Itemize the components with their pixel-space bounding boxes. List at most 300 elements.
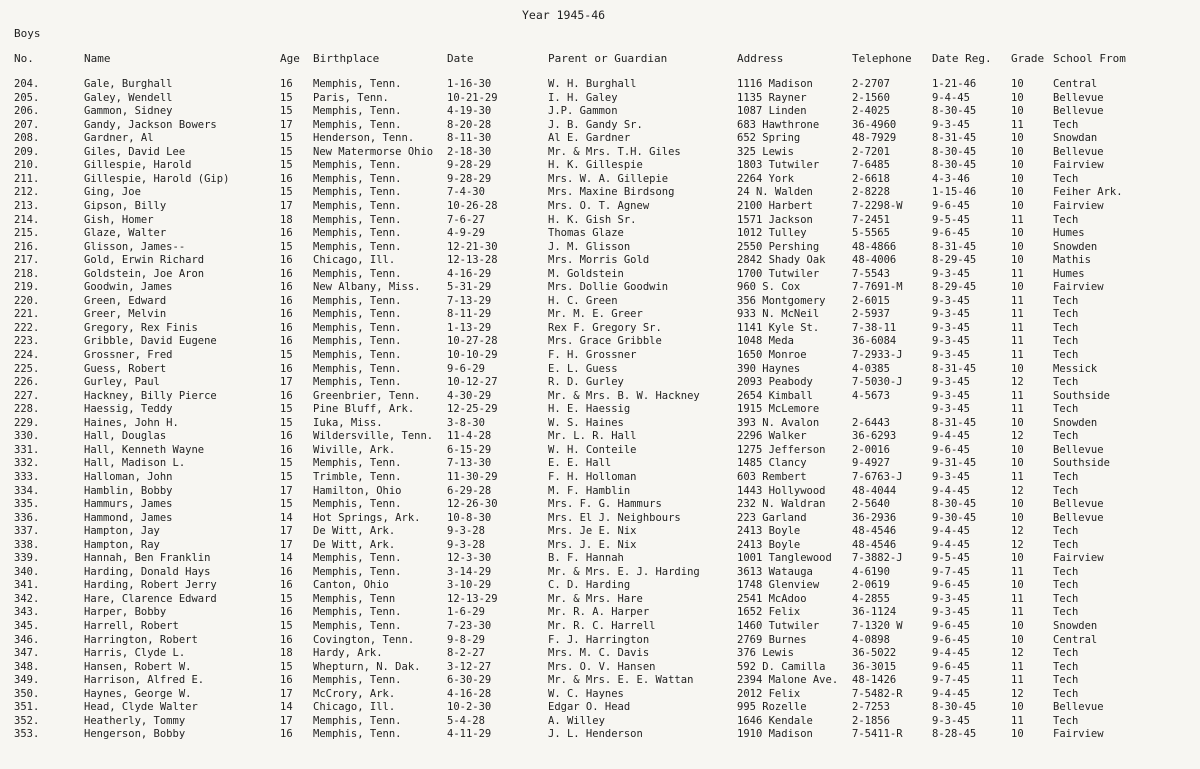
row-number: 342.	[14, 592, 40, 605]
student-age: 15	[280, 620, 293, 632]
telephone: 36-4960	[852, 118, 897, 131]
student-name: Head, Clyde Walter	[84, 701, 198, 714]
table-row	[0, 606, 1200, 620]
date-registered: 9-3-45	[932, 349, 970, 361]
address: 2093 Peabody	[737, 376, 813, 389]
grade: 11	[1011, 349, 1024, 361]
birth-date: 8-20-28	[447, 118, 492, 131]
date-registered: 9-5-45	[932, 552, 970, 565]
address: 24 N. Walden	[737, 186, 813, 199]
telephone: 7-2933-J	[852, 349, 903, 361]
row-number: 216.	[14, 240, 40, 253]
table-row	[0, 376, 1200, 390]
student-name: Giles, David Lee	[84, 145, 186, 158]
date-registered: 9-4-45	[932, 525, 970, 538]
table-row	[0, 78, 1200, 92]
telephone: 7-5411-R	[852, 728, 903, 741]
telephone: 48-4546	[852, 525, 897, 538]
birth-date: 11-4-28	[447, 430, 492, 443]
telephone: 2-7201	[852, 145, 890, 158]
date-registered: 9-6-45	[932, 633, 970, 646]
birth-date: 12-25-29	[447, 403, 498, 416]
grade: 10	[1011, 362, 1024, 375]
student-age: 16	[280, 294, 293, 307]
birth-date: 4-11-29	[447, 728, 492, 741]
row-number: 343.	[14, 606, 40, 619]
row-number: 221.	[14, 308, 40, 321]
table-row	[0, 674, 1200, 688]
student-name: Harris, Clyde L.	[84, 647, 186, 660]
school-from: Bellevue	[1053, 443, 1104, 456]
table-row	[0, 579, 1200, 593]
table-row	[0, 403, 1200, 417]
date-registered: 8-31-45	[932, 240, 977, 253]
table-row	[0, 322, 1200, 336]
birth-date: 8-11-29	[447, 308, 492, 321]
parent-guardian: W. H. Burghall	[548, 78, 637, 90]
row-number: 212.	[14, 186, 40, 199]
parent-guardian: Mr. & Mrs. Hare	[548, 592, 643, 605]
row-number: 339.	[14, 552, 40, 565]
grade: 11	[1011, 592, 1024, 605]
grade: 10	[1011, 552, 1024, 565]
school-from: Tech	[1053, 172, 1079, 185]
date-registered: 9-30-45	[932, 511, 977, 524]
birthplace: New Albany, Miss.	[313, 281, 421, 294]
birth-date: 8-2-27	[447, 647, 485, 660]
school-from: Tech	[1053, 430, 1079, 443]
school-from: Tech	[1053, 484, 1079, 497]
parent-guardian: Mrs. El J. Neighbours	[548, 511, 681, 524]
date-registered: 9-3-45	[932, 470, 970, 483]
parent-guardian: Al E. Gardner	[548, 132, 631, 145]
school-from: Tech	[1053, 538, 1079, 551]
address: 2100 Harbert	[737, 199, 813, 212]
birthplace: Memphis, Tenn.	[313, 227, 402, 240]
date-registered: 8-30-45	[932, 145, 977, 158]
row-number: 347.	[14, 647, 40, 660]
student-name: Hansen, Robert W.	[84, 660, 192, 673]
table-row	[0, 281, 1200, 295]
birth-date: 6-15-29	[447, 443, 492, 456]
birth-date: 1-6-29	[447, 606, 485, 619]
telephone: 9-4927	[852, 457, 890, 470]
parent-guardian: H. E. Haessig	[548, 403, 631, 416]
telephone: 2-4025	[852, 105, 890, 118]
birthplace: Wiville, Ark.	[313, 443, 396, 456]
telephone: 48-4546	[852, 538, 897, 551]
student-name: Gurley, Paul	[84, 376, 160, 389]
telephone: 36-6293	[852, 430, 897, 443]
school-from: Tech	[1053, 592, 1079, 605]
birthplace: Memphis, Tenn.	[313, 118, 402, 131]
parent-guardian: M. Goldstein	[548, 267, 624, 280]
address: 3613 Watauga	[737, 565, 813, 578]
parent-guardian: Mrs. W. A. Gillepie	[548, 172, 669, 185]
telephone: 36-1124	[852, 606, 897, 619]
row-number: 206.	[14, 105, 40, 118]
student-name: Hammond, James	[84, 511, 173, 524]
birthplace: Memphis, Tenn.	[313, 498, 402, 511]
address: 1700 Tutwiler	[737, 267, 820, 280]
grade: 10	[1011, 240, 1024, 253]
row-number: 330.	[14, 430, 40, 443]
birthplace: Iuka, Miss.	[313, 416, 383, 429]
date-registered: 8-31-45	[932, 416, 977, 429]
date-registered: 9-3-45	[932, 321, 970, 334]
parent-guardian: R. D. Gurley	[548, 376, 624, 389]
student-name: Greer, Melvin	[84, 308, 167, 321]
birthplace: Pine Bluff, Ark.	[313, 403, 415, 416]
birthplace: Wildersville, Tenn.	[313, 430, 434, 443]
school-from: Fairview	[1053, 159, 1104, 172]
address: 603 Rembert	[737, 470, 807, 483]
school-from: Tech	[1053, 118, 1079, 131]
school-from: Tech	[1053, 579, 1079, 592]
student-name: Gillespie, Harold	[84, 159, 192, 172]
student-name: Harper, Bobby	[84, 606, 167, 619]
student-name: Hampton, Jay	[84, 525, 160, 538]
student-name: Goldstein, Joe Aron	[84, 267, 205, 280]
birth-date: 12-13-28	[447, 254, 498, 267]
school-from: Snowden	[1053, 620, 1098, 632]
student-name: Grossner, Fred	[84, 349, 173, 361]
birthplace: De Witt, Ark.	[313, 525, 396, 538]
table-row	[0, 132, 1200, 146]
student-age: 16	[280, 728, 293, 741]
birth-date: 9-8-29	[447, 633, 485, 646]
birth-date: 5-31-29	[447, 281, 492, 294]
birth-date: 1-16-30	[447, 78, 492, 90]
grade: 10	[1011, 281, 1024, 294]
birth-date: 3-12-27	[447, 660, 492, 673]
school-from: Tech	[1053, 308, 1079, 321]
birthplace: De Witt, Ark.	[313, 538, 396, 551]
grade: 11	[1011, 308, 1024, 321]
telephone: 2-1560	[852, 91, 890, 104]
grade: 10	[1011, 78, 1024, 90]
birth-date: 4-30-29	[447, 389, 492, 402]
student-age: 17	[280, 525, 293, 538]
student-age: 18	[280, 647, 293, 660]
student-age: 16	[280, 308, 293, 321]
address: 376 Lewis	[737, 647, 794, 660]
birthplace: Memphis, Tenn.	[313, 199, 402, 212]
student-name: Ging, Joe	[84, 186, 141, 199]
parent-guardian: Thomas Glaze	[548, 227, 624, 240]
birthplace: Memphis, Tenn.	[313, 159, 402, 172]
birth-date: 4-19-30	[447, 105, 492, 118]
birth-date: 3-10-29	[447, 579, 492, 592]
table-row	[0, 200, 1200, 214]
student-age: 15	[280, 91, 293, 104]
header-age: Age	[280, 52, 300, 65]
school-from: Tech	[1053, 321, 1079, 334]
student-age: 16	[280, 281, 293, 294]
birthplace: Greenbrier, Tenn.	[313, 389, 421, 402]
parent-guardian: I. H. Galey	[548, 91, 618, 104]
telephone: 7-5030-J	[852, 376, 903, 389]
birth-date: 4-9-29	[447, 227, 485, 240]
school-from: Tech	[1053, 525, 1079, 538]
parent-guardian: B. F. Hannah	[548, 552, 624, 565]
birth-date: 6-29-28	[447, 484, 492, 497]
date-registered: 4-3-46	[932, 172, 970, 185]
row-number: 214.	[14, 213, 40, 226]
student-name: Haines, John H.	[84, 416, 179, 429]
birthplace: Memphis, Tenn.	[313, 267, 402, 280]
address: 1135 Rayner	[737, 91, 807, 104]
student-name: Gish, Homer	[84, 213, 154, 226]
row-number: 226.	[14, 376, 40, 389]
student-age: 16	[280, 389, 293, 402]
parent-guardian: Mr. R. A. Harper	[548, 606, 650, 619]
address: 1001 Tanglewood	[737, 552, 832, 565]
address: 1443 Hollywood	[737, 484, 826, 497]
birthplace: Memphis, Tenn.	[313, 457, 402, 470]
telephone: 2-6618	[852, 172, 890, 185]
birthplace: Chicago, Ill.	[313, 254, 396, 267]
grade: 10	[1011, 172, 1024, 185]
row-number: 213.	[14, 199, 40, 212]
row-number: 229.	[14, 416, 40, 429]
school-from: Feiher Ark.	[1053, 186, 1123, 199]
address: 995 Rozelle	[737, 701, 807, 714]
student-age: 17	[280, 687, 293, 700]
birth-date: 9-6-29	[447, 362, 485, 375]
student-name: Hammurs, James	[84, 498, 173, 511]
row-number: 351.	[14, 701, 40, 714]
telephone: 5-5565	[852, 227, 890, 240]
parent-guardian: E. L. Guess	[548, 362, 618, 375]
address: 2550 Pershing	[737, 240, 820, 253]
grade: 11	[1011, 294, 1024, 307]
student-age: 15	[280, 592, 293, 605]
student-age: 15	[280, 240, 293, 253]
date-registered: 1-15-46	[932, 186, 977, 199]
date-registered: 8-28-45	[932, 728, 977, 741]
parent-guardian: Mr. & Mrs. B. W. Hackney	[548, 389, 700, 402]
address: 2296 Walker	[737, 430, 807, 443]
student-name: Gale, Burghall	[84, 78, 173, 90]
student-age: 16	[280, 633, 293, 646]
birth-date: 10-2-30	[447, 701, 492, 714]
grade: 10	[1011, 227, 1024, 240]
header-grade: Grade	[1011, 52, 1045, 65]
parent-guardian: Mr. M. E. Greer	[548, 308, 643, 321]
birth-date: 7-13-30	[447, 457, 492, 470]
birthplace: Memphis, Tenn.	[313, 308, 402, 321]
address: 2264 York	[737, 172, 794, 185]
school-from: Humes	[1053, 267, 1085, 280]
birthplace: Memphis, Tenn.	[313, 349, 402, 361]
grade: 12	[1011, 430, 1024, 443]
student-age: 15	[280, 470, 293, 483]
address: 592 D. Camilla	[737, 660, 826, 673]
telephone: 2-0016	[852, 443, 890, 456]
grade: 10	[1011, 105, 1024, 118]
grade: 11	[1011, 389, 1024, 402]
table-row	[0, 349, 1200, 363]
student-name: Haynes, George W.	[84, 687, 192, 700]
date-registered: 9-3-45	[932, 267, 970, 280]
birth-date: 5-4-28	[447, 714, 485, 727]
birth-date: 10-10-29	[447, 349, 498, 361]
parent-guardian: F. J. Harrington	[548, 633, 650, 646]
grade: 10	[1011, 159, 1024, 172]
school-from: Tech	[1053, 660, 1079, 673]
row-number: 350.	[14, 687, 40, 700]
table-row	[0, 593, 1200, 607]
birth-date: 10-21-29	[447, 91, 498, 104]
student-age: 16	[280, 362, 293, 375]
student-name: Hall, Douglas	[84, 430, 167, 443]
school-from: Fairview	[1053, 728, 1104, 741]
telephone: 2-1856	[852, 714, 890, 727]
row-number: 349.	[14, 674, 40, 687]
student-name: Galey, Wendell	[84, 91, 173, 104]
birthplace: Memphis, Tenn.	[313, 172, 402, 185]
school-from: Bellevue	[1053, 511, 1104, 524]
birthplace: Memphis, Tenn.	[313, 240, 402, 253]
grade: 10	[1011, 701, 1024, 714]
date-registered: 9-3-45	[932, 335, 970, 348]
birthplace: Memphis, Tenn.	[313, 552, 402, 565]
birth-date: 7-13-29	[447, 294, 492, 307]
date-registered: 9-4-45	[932, 430, 970, 443]
birth-date: 9-28-29	[447, 159, 492, 172]
grade: 11	[1011, 267, 1024, 280]
date-registered: 9-4-45	[932, 687, 970, 700]
birthplace: Chicago, Ill.	[313, 701, 396, 714]
school-from: Tech	[1053, 294, 1079, 307]
student-age: 15	[280, 186, 293, 199]
student-name: Gammon, Sidney	[84, 105, 173, 118]
row-number: 336.	[14, 511, 40, 524]
date-registered: 9-5-45	[932, 213, 970, 226]
school-from: Central	[1053, 633, 1098, 646]
telephone: 2-0619	[852, 579, 890, 592]
birthplace: McCrory, Ark.	[313, 687, 396, 700]
student-name: Hamblin, Bobby	[84, 484, 173, 497]
grade: 12	[1011, 376, 1024, 389]
header-parent: Parent or Guardian	[548, 52, 668, 65]
student-age: 17	[280, 484, 293, 497]
birth-date: 9-3-28	[447, 525, 485, 538]
grade: 11	[1011, 470, 1024, 483]
student-name: Goodwin, James	[84, 281, 173, 294]
row-number: 340.	[14, 565, 40, 578]
parent-guardian: A. Willey	[548, 714, 605, 727]
row-number: 228.	[14, 403, 40, 416]
row-number: 223.	[14, 335, 40, 348]
table-row	[0, 214, 1200, 228]
telephone: 2-6015	[852, 294, 890, 307]
address: 325 Lewis	[737, 145, 794, 158]
row-number: 353.	[14, 728, 40, 741]
parent-guardian: H. K. Gish Sr.	[548, 213, 637, 226]
birth-date: 12-26-30	[447, 498, 498, 511]
address: 1460 Tutwiler	[737, 620, 820, 632]
parent-guardian: Mrs. F. G. Hammurs	[548, 498, 662, 511]
student-age: 17	[280, 118, 293, 131]
telephone: 4-0898	[852, 633, 890, 646]
student-name: Gregory, Rex Finis	[84, 321, 198, 334]
grade: 10	[1011, 620, 1024, 632]
date-registered: 9-6-45	[932, 227, 970, 240]
address: 390 Haynes	[737, 362, 801, 375]
address: 683 Hawthrone	[737, 118, 820, 131]
header-date-reg: Date Reg.	[932, 52, 992, 65]
address: 1275 Jefferson	[737, 443, 826, 456]
student-age: 15	[280, 403, 293, 416]
table-row	[0, 512, 1200, 526]
telephone: 4-0385	[852, 362, 890, 375]
address: 1915 McLemore	[737, 403, 820, 416]
parent-guardian: Rex F. Gregory Sr.	[548, 321, 662, 334]
table-row	[0, 661, 1200, 675]
grade: 11	[1011, 660, 1024, 673]
birth-date: 7-23-30	[447, 620, 492, 632]
student-name: Haessig, Teddy	[84, 403, 173, 416]
birth-date: 10-8-30	[447, 511, 492, 524]
header-name: Name	[84, 52, 111, 65]
grade: 11	[1011, 714, 1024, 727]
birthplace: Memphis, Tenn.	[313, 376, 402, 389]
address: 2541 McAdoo	[737, 592, 807, 605]
row-number: 222.	[14, 321, 40, 334]
table-row	[0, 335, 1200, 349]
grade: 11	[1011, 674, 1024, 687]
row-number: 215.	[14, 227, 40, 240]
telephone: 48-4044	[852, 484, 897, 497]
student-age: 16	[280, 565, 293, 578]
birth-date: 3-14-29	[447, 565, 492, 578]
parent-guardian: W. C. Haynes	[548, 687, 624, 700]
telephone: 4-2855	[852, 592, 890, 605]
telephone: 4-5673	[852, 389, 890, 402]
student-age: 17	[280, 538, 293, 551]
table-row	[0, 363, 1200, 377]
row-number: 331.	[14, 443, 40, 456]
school-from: Fairview	[1053, 552, 1104, 565]
telephone: 36-5022	[852, 647, 897, 660]
telephone: 7-5482-R	[852, 687, 903, 700]
birth-date: 6-30-29	[447, 674, 492, 687]
parent-guardian: Mr. & Mrs. E. E. Wattan	[548, 674, 694, 687]
address: 1012 Tulley	[737, 227, 807, 240]
column-header-row	[0, 52, 1200, 66]
birth-date: 4-16-29	[447, 267, 492, 280]
date-registered: 9-3-45	[932, 308, 970, 321]
school-from: Tech	[1053, 714, 1079, 727]
telephone: 2-2707	[852, 78, 890, 90]
table-row	[0, 268, 1200, 282]
student-name: Gillespie, Harold (Gip)	[84, 172, 230, 185]
header-school-from: School From	[1053, 52, 1126, 65]
birthplace: Henderson, Tenn.	[313, 132, 415, 145]
parent-guardian: E. E. Hall	[548, 457, 612, 470]
parent-guardian: J.P. Gammon	[548, 105, 618, 118]
birthplace: Memphis, Tenn.	[313, 294, 402, 307]
address: 223 Garland	[737, 511, 807, 524]
birth-date: 10-12-27	[447, 376, 498, 389]
telephone: 2-7253	[852, 701, 890, 714]
table-row	[0, 620, 1200, 634]
student-name: Harrison, Alfred E.	[84, 674, 205, 687]
date-registered: 9-3-45	[932, 606, 970, 619]
grade: 10	[1011, 579, 1024, 592]
